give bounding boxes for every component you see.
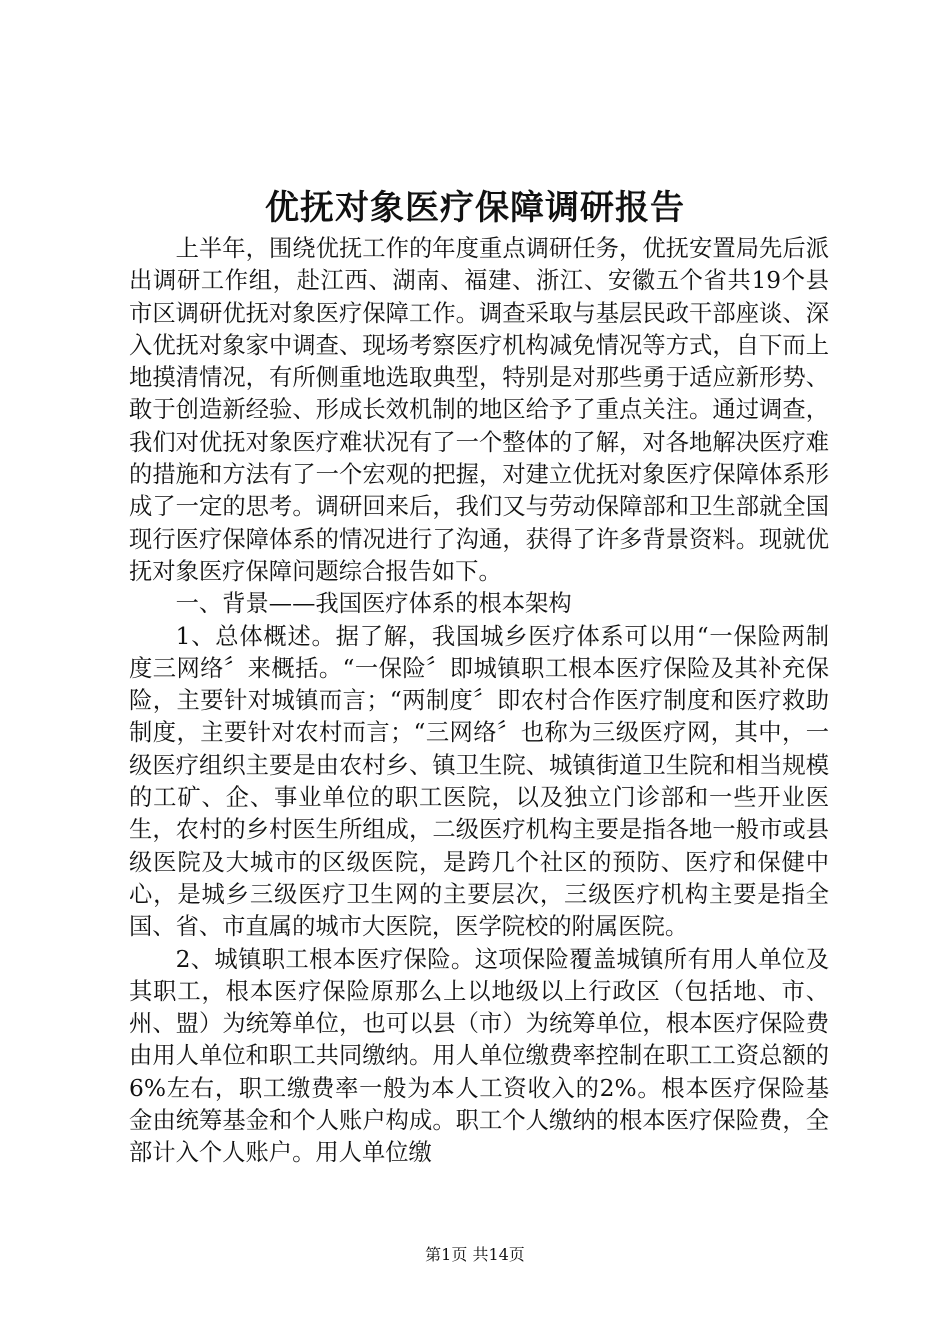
document-body [129, 233, 829, 1170]
paragraph-overview: 1、总体概述。据了解，我国城乡医疗体系可以用“一保险两制度三网络〞来概括。“一保险〞即城镇职工根本医疗保险及其补充保险，主要针对城镇而言；“两制度〞即农村合作医疗制度和医疗救助制度，主要针对农村而言；“三网络〞也称为三级医疗网，其中，一级医疗组织主要是由农村乡、镇卫生院、城镇街道卫生院和相当规模的工矿、企、事业单位的职工医院，以及独立门诊部和一些开业医生，农村的乡村医生所组成，二级医疗机构主要是指各地一般市或县级医院及大城市的区级医院，是跨几个社区的预防、医疗和保健中心，是城乡三级医疗卫生网的主要层次，三级医疗机构主要是指全国、省、市直属的城市大医院，医学院校的附属医院。 [129, 622, 829, 941]
page-number-footer: 第1页 共14页 [425, 1245, 525, 1264]
section-heading-background: 一、背景——我国医疗体系的根本架构 [175, 590, 572, 618]
paragraph-urban-insurance: 2、城镇职工根本医疗保险。这项保险覆盖城镇所有用人单位及其职工，根本医疗保险原那么上以地级以上行政区（包括地、市、州、盟）为统筹单位，也可以县（市）为统筹单位，根本医疗保险费由用人单位和职工共同缴纳。用人单位缴费率控制在职工工资总额的6%左右，职工缴费率一般为本人工资收入的2%。根本医疗保险基金由统筹基金和个人账户构成。职工个人缴纳的根本医疗保险费，全部计入个人账户。用人单位缴 [129, 945, 829, 1167]
document-title: 优抚对象医疗保障调研报告 [265, 188, 685, 228]
paragraph-intro: 上半年，围绕优抚工作的年度重点调研任务，优抚安置局先后派出调研工作组，赴江西、湖南、福建、浙江、安徽五个省共19个县市区调研优抚对象医疗保障工作。调查采取与基层民政干部座谈、深入优抚对象家中调查、现场考察医疗机构减免情况等方式，自下而上地摸清情况，有所侧重地选取典型，特别是对那些勇于适应新形势、敢于创造新经验、形成长效机制的地区给予了重点关注。通过调查，我们对优抚对象医疗难状况有了一个整体的了解，对各地解决医疗难的措施和方法有了一个宏观的把握，对建立优抚对象医疗保障体系形成了一定的思考。调研回来后，我们又与劳动保障部和卫生部就全国现行医疗保障体系的情况进行了沟通，获得了许多背景资料。现就优抚对象医疗保障问题综合报告如下。 [129, 235, 829, 585]
